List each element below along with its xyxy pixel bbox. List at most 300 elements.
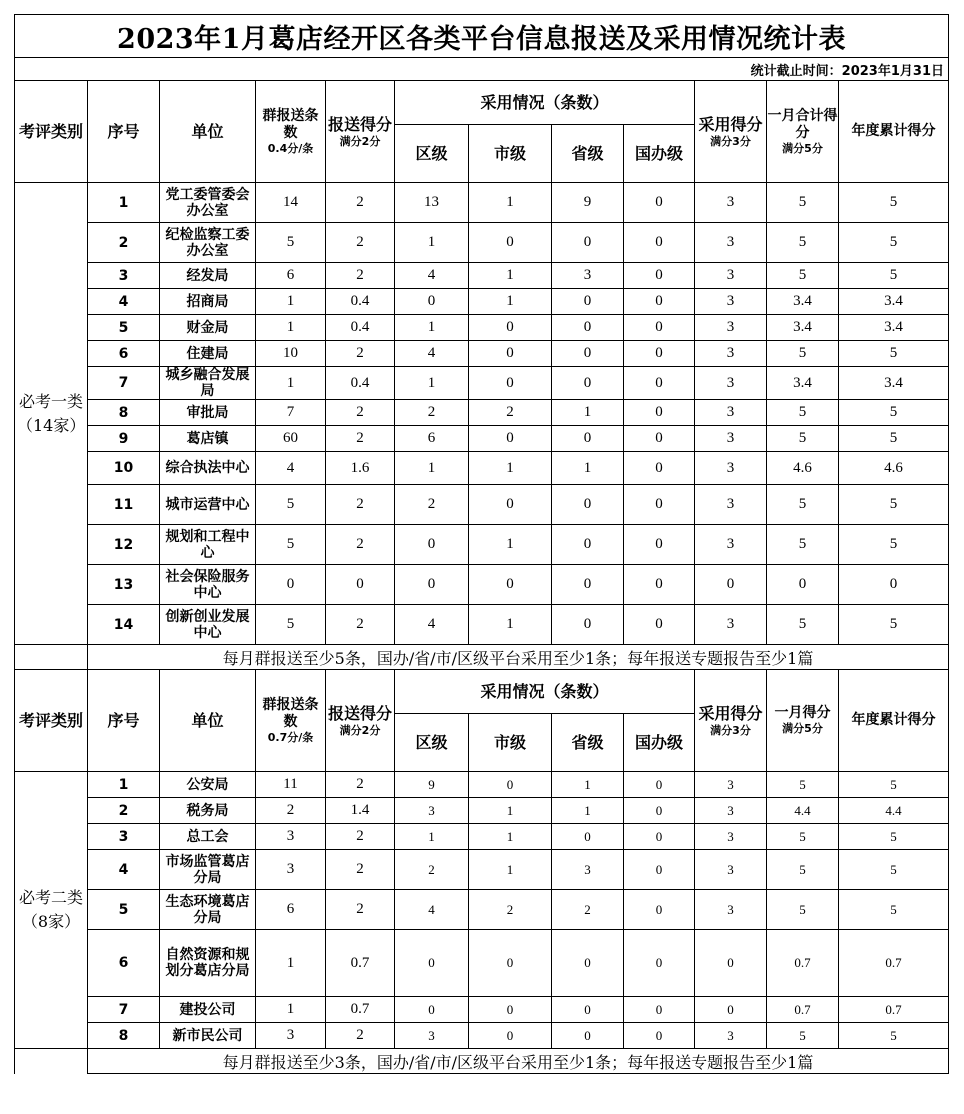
header-submit-count-text: 群报送条数 (262, 696, 319, 730)
submit-count-cell: 5 (256, 605, 326, 645)
month-total-cell: 5 (767, 850, 839, 890)
year-total-cell: 5 (839, 890, 949, 930)
header-province (552, 714, 624, 772)
month-total-cell: 0.7 (767, 997, 839, 1023)
submit-score-cell: 2 (326, 183, 395, 223)
city-cell: 1 (469, 798, 552, 824)
table-row (15, 367, 949, 400)
header-city (469, 125, 552, 183)
state-cell: 0 (624, 400, 695, 426)
submit-count-cell: 2 (256, 798, 326, 824)
submit-score-cell: 2 (326, 263, 395, 289)
month-total-cell: 5 (767, 772, 839, 798)
table-row (15, 824, 949, 850)
header-submit-count (256, 81, 326, 183)
table-row (15, 565, 949, 605)
province-cell: 0 (552, 824, 624, 850)
adopt-score-cell: 3 (695, 223, 767, 263)
requirement-note: 每月群报送至少3条，国办/省/市/区级平台采用至少1条；每年报送专题报告至少1篇 (88, 1049, 949, 1074)
header-adopt-score-subtext: 满分3分 (710, 723, 751, 737)
seq-cell: 6 (88, 930, 160, 997)
adopt-score-cell: 3 (695, 1023, 767, 1049)
unit-cell: 规划和工程中心 (160, 525, 256, 565)
header-year-total-text: 年度累计得分 (851, 712, 936, 728)
header-month-total-text: 一月合计得分 (767, 107, 838, 141)
seq-cell: 14 (88, 605, 160, 645)
seq-cell: 8 (88, 1023, 160, 1049)
province-cell: 0 (552, 1023, 624, 1049)
header-unit-text: 单位 (191, 710, 224, 730)
city-cell: 2 (469, 890, 552, 930)
year-total-cell: 5 (839, 426, 949, 452)
seq-cell: 7 (88, 997, 160, 1023)
district-cell: 13 (395, 183, 469, 223)
month-total-cell: 5 (767, 400, 839, 426)
header-district (395, 714, 469, 772)
unit-cell: 自然资源和规划分葛店分局 (160, 930, 256, 997)
month-total-cell: 5 (767, 485, 839, 525)
category-cell: 必考一类（14家） (15, 183, 88, 645)
district-cell: 2 (395, 400, 469, 426)
table-row (15, 850, 949, 890)
unit-cell: 招商局 (160, 289, 256, 315)
header-submit-score-text: 报送得分 (327, 114, 392, 134)
submit-count-cell: 3 (256, 824, 326, 850)
table-row (15, 263, 949, 289)
seq-cell: 5 (88, 890, 160, 930)
district-cell: 0 (395, 525, 469, 565)
header-adopt-score-text: 采用得分 (698, 114, 763, 134)
submit-score-cell: 2 (326, 850, 395, 890)
header-province (552, 125, 624, 183)
unit-cell: 公安局 (160, 772, 256, 798)
adopt-score-cell: 3 (695, 263, 767, 289)
table-row (15, 426, 949, 452)
table-row (15, 341, 949, 367)
submit-score-cell: 2 (326, 525, 395, 565)
submit-score-cell: 1.6 (326, 452, 395, 485)
district-cell: 4 (395, 605, 469, 645)
submit-count-cell: 60 (256, 426, 326, 452)
month-total-cell: 3.4 (767, 289, 839, 315)
district-cell: 4 (395, 341, 469, 367)
city-cell: 1 (469, 850, 552, 890)
header-adoption (395, 670, 695, 714)
submit-count-cell: 3 (256, 1023, 326, 1049)
adopt-score-cell: 3 (695, 850, 767, 890)
year-total-cell: 3.4 (839, 367, 949, 400)
state-cell: 0 (624, 772, 695, 798)
province-cell: 0 (552, 997, 624, 1023)
header-province-text: 省级 (571, 732, 604, 752)
adopt-score-cell: 3 (695, 525, 767, 565)
header-adopt-score-text: 采用得分 (698, 703, 763, 723)
adopt-score-cell: 3 (695, 485, 767, 525)
province-cell: 2 (552, 890, 624, 930)
year-total-cell: 4.4 (839, 798, 949, 824)
seq-cell: 4 (88, 850, 160, 890)
seq-cell: 12 (88, 525, 160, 565)
header-city (469, 714, 552, 772)
state-cell: 0 (624, 263, 695, 289)
adopt-score-cell: 3 (695, 341, 767, 367)
province-cell: 0 (552, 485, 624, 525)
province-cell: 3 (552, 263, 624, 289)
header-submit-score-subtext: 满分2分 (339, 134, 381, 148)
seq-cell: 11 (88, 485, 160, 525)
table-row (15, 772, 949, 798)
month-total-cell: 4.4 (767, 798, 839, 824)
state-cell: 0 (624, 426, 695, 452)
submit-count-cell: 1 (256, 930, 326, 997)
seq-cell: 5 (88, 315, 160, 341)
table-row (15, 930, 949, 997)
city-cell: 1 (469, 525, 552, 565)
header-category-text: 考评类别 (18, 710, 83, 730)
adopt-score-cell: 3 (695, 183, 767, 223)
unit-cell: 审批局 (160, 400, 256, 426)
state-cell: 0 (624, 890, 695, 930)
header-district-text: 区级 (415, 732, 448, 752)
city-cell: 1 (469, 263, 552, 289)
adopt-score-cell: 3 (695, 452, 767, 485)
province-cell: 0 (552, 605, 624, 645)
adopt-score-cell: 0 (695, 565, 767, 605)
city-cell: 1 (469, 452, 552, 485)
requirement-note: 每月群报送至少5条，国办/省/市/区级平台采用至少1条；每年报送专题报告至少1篇 (88, 645, 949, 670)
header-province-text: 省级 (571, 143, 604, 163)
city-cell: 0 (469, 1023, 552, 1049)
seq-cell: 6 (88, 341, 160, 367)
year-total-cell: 5 (839, 824, 949, 850)
year-total-cell: 3.4 (839, 315, 949, 341)
adopt-score-cell: 3 (695, 367, 767, 400)
table-row (15, 400, 949, 426)
unit-cell: 创新创业发展中心 (160, 605, 256, 645)
unit-cell: 生态环境葛店分局 (160, 890, 256, 930)
city-cell: 1 (469, 183, 552, 223)
district-cell: 1 (395, 367, 469, 400)
submit-count-cell: 5 (256, 223, 326, 263)
table-row (15, 890, 949, 930)
submit-count-cell: 14 (256, 183, 326, 223)
seq-cell: 1 (88, 183, 160, 223)
header-state (624, 125, 695, 183)
adopt-score-cell: 3 (695, 605, 767, 645)
seq-cell: 9 (88, 426, 160, 452)
adopt-score-cell: 0 (695, 930, 767, 997)
table-row (15, 605, 949, 645)
district-cell: 3 (395, 798, 469, 824)
province-cell: 0 (552, 223, 624, 263)
submit-count-cell: 4 (256, 452, 326, 485)
year-total-cell: 5 (839, 183, 949, 223)
month-total-cell: 5 (767, 1023, 839, 1049)
note-spacer (15, 1049, 88, 1074)
header-state (624, 714, 695, 772)
submit-score-cell: 2 (326, 890, 395, 930)
province-cell: 0 (552, 525, 624, 565)
header-month-total-subtext: 满分5分 (782, 722, 823, 735)
state-cell: 0 (624, 997, 695, 1023)
city-cell: 0 (469, 997, 552, 1023)
month-total-cell: 5 (767, 341, 839, 367)
submit-count-cell: 0 (256, 565, 326, 605)
state-cell: 0 (624, 289, 695, 315)
submit-count-cell: 6 (256, 890, 326, 930)
city-cell: 2 (469, 400, 552, 426)
table-row (15, 997, 949, 1023)
header-year-total (839, 81, 949, 183)
header-submit-score-subtext: 满分2分 (339, 723, 381, 737)
district-cell: 0 (395, 565, 469, 605)
submit-score-cell: 2 (326, 772, 395, 798)
unit-cell: 总工会 (160, 824, 256, 850)
header-month-total (767, 670, 839, 772)
district-cell: 1 (395, 452, 469, 485)
district-cell: 6 (395, 426, 469, 452)
page-title: 2023年1月葛店经开区各类平台信息报送及采用情况统计表 (15, 15, 949, 58)
month-total-cell: 5 (767, 525, 839, 565)
submit-score-cell: 0.7 (326, 997, 395, 1023)
header-city-text: 市级 (493, 732, 526, 752)
submit-count-cell: 6 (256, 263, 326, 289)
header-submit-score-text: 报送得分 (327, 703, 392, 723)
province-cell: 0 (552, 315, 624, 341)
city-cell: 0 (469, 565, 552, 605)
unit-cell: 住建局 (160, 341, 256, 367)
year-total-cell: 0.7 (839, 997, 949, 1023)
adopt-score-cell: 3 (695, 315, 767, 341)
note-spacer (15, 645, 88, 670)
state-cell: 0 (624, 824, 695, 850)
table-row (15, 485, 949, 525)
submit-score-cell: 2 (326, 824, 395, 850)
state-cell: 0 (624, 525, 695, 565)
month-total-cell: 0.7 (767, 930, 839, 997)
adopt-score-cell: 0 (695, 997, 767, 1023)
adopt-score-cell: 3 (695, 890, 767, 930)
city-cell: 0 (469, 223, 552, 263)
month-total-cell: 3.4 (767, 315, 839, 341)
year-total-cell: 5 (839, 525, 949, 565)
province-cell: 0 (552, 565, 624, 605)
state-cell: 0 (624, 485, 695, 525)
submit-count-cell: 5 (256, 485, 326, 525)
submit-score-cell: 2 (326, 485, 395, 525)
month-total-cell: 5 (767, 263, 839, 289)
header-state-text: 国办级 (634, 732, 683, 752)
unit-cell: 城市运营中心 (160, 485, 256, 525)
year-total-cell: 5 (839, 772, 949, 798)
month-total-cell: 5 (767, 183, 839, 223)
submit-score-cell: 0 (326, 565, 395, 605)
table-row (15, 525, 949, 565)
unit-cell: 社会保险服务中心 (160, 565, 256, 605)
header-adoption-text: 采用情况（条数） (480, 92, 609, 112)
province-cell: 1 (552, 400, 624, 426)
province-cell: 0 (552, 289, 624, 315)
table-row (15, 1023, 949, 1049)
header-submit-count (256, 670, 326, 772)
city-cell: 0 (469, 772, 552, 798)
submit-count-cell: 1 (256, 315, 326, 341)
city-cell: 1 (469, 605, 552, 645)
state-cell: 0 (624, 183, 695, 223)
year-total-cell: 5 (839, 1023, 949, 1049)
header-submit-count-text: 群报送条数 (262, 107, 319, 141)
submit-score-cell: 2 (326, 605, 395, 645)
seq-cell: 2 (88, 223, 160, 263)
seq-cell: 7 (88, 367, 160, 400)
province-cell: 0 (552, 930, 624, 997)
month-total-cell: 5 (767, 890, 839, 930)
submit-count-cell: 1 (256, 997, 326, 1023)
city-cell: 0 (469, 341, 552, 367)
district-cell: 2 (395, 850, 469, 890)
header-adopt-score (695, 81, 767, 183)
category-cell: 必考二类（8家） (15, 772, 88, 1049)
unit-cell: 税务局 (160, 798, 256, 824)
year-total-cell: 5 (839, 485, 949, 525)
state-cell: 0 (624, 1023, 695, 1049)
district-cell: 4 (395, 263, 469, 289)
adopt-score-cell: 3 (695, 426, 767, 452)
year-total-cell: 5 (839, 400, 949, 426)
header-seq-text: 序号 (107, 710, 140, 730)
province-cell: 1 (552, 452, 624, 485)
header-adoption (395, 81, 695, 125)
state-cell: 0 (624, 605, 695, 645)
submit-score-cell: 0.7 (326, 930, 395, 997)
unit-cell: 综合执法中心 (160, 452, 256, 485)
header-month-total-subtext: 满分5分 (782, 141, 823, 155)
city-cell: 0 (469, 930, 552, 997)
month-total-cell: 3.4 (767, 367, 839, 400)
submit-score-cell: 0.4 (326, 289, 395, 315)
header-seq-text: 序号 (107, 121, 140, 141)
district-cell: 4 (395, 890, 469, 930)
province-cell: 1 (552, 772, 624, 798)
unit-cell: 财金局 (160, 315, 256, 341)
header-submit-score (326, 81, 395, 183)
year-total-cell: 5 (839, 263, 949, 289)
year-total-cell: 5 (839, 341, 949, 367)
header-district-text: 区级 (415, 143, 448, 163)
year-total-cell: 0 (839, 565, 949, 605)
city-cell: 1 (469, 824, 552, 850)
district-cell: 0 (395, 930, 469, 997)
year-total-cell: 0.7 (839, 930, 949, 997)
header-state-text: 国办级 (634, 143, 683, 163)
header-submit-count-subtext: 0.4分/条 (267, 141, 314, 155)
header-adopt-score (695, 670, 767, 772)
submit-score-cell: 0.4 (326, 315, 395, 341)
adopt-score-cell: 3 (695, 824, 767, 850)
header-seq (88, 670, 160, 772)
month-total-cell: 5 (767, 223, 839, 263)
district-cell: 3 (395, 1023, 469, 1049)
submit-score-cell: 1.4 (326, 798, 395, 824)
header-unit-text: 单位 (191, 121, 224, 141)
state-cell: 0 (624, 798, 695, 824)
province-cell: 1 (552, 798, 624, 824)
submit-count-cell: 11 (256, 772, 326, 798)
header-category (15, 81, 88, 183)
unit-cell: 建投公司 (160, 997, 256, 1023)
city-cell: 1 (469, 289, 552, 315)
header-category (15, 670, 88, 772)
seq-cell: 3 (88, 824, 160, 850)
submit-score-cell: 2 (326, 400, 395, 426)
header-seq (88, 81, 160, 183)
year-total-cell: 5 (839, 605, 949, 645)
district-cell: 0 (395, 289, 469, 315)
cutoff-date: 统计截止时间：2023年1月31日 (15, 58, 949, 81)
month-total-cell: 5 (767, 824, 839, 850)
table-row (15, 183, 949, 223)
state-cell: 0 (624, 850, 695, 890)
city-cell: 0 (469, 367, 552, 400)
submit-score-cell: 0.4 (326, 367, 395, 400)
unit-cell: 经发局 (160, 263, 256, 289)
seq-cell: 3 (88, 263, 160, 289)
district-cell: 1 (395, 223, 469, 263)
header-month-total (767, 81, 839, 183)
submit-score-cell: 2 (326, 1023, 395, 1049)
province-cell: 3 (552, 850, 624, 890)
submit-score-cell: 2 (326, 426, 395, 452)
province-cell: 0 (552, 341, 624, 367)
state-cell: 0 (624, 341, 695, 367)
year-total-cell: 5 (839, 850, 949, 890)
table-row (15, 223, 949, 263)
header-adopt-score-subtext: 满分3分 (710, 134, 751, 148)
table-row (15, 289, 949, 315)
year-total-cell: 3.4 (839, 289, 949, 315)
city-cell: 0 (469, 426, 552, 452)
month-total-cell: 0 (767, 565, 839, 605)
header-adoption-text: 采用情况（条数） (480, 681, 609, 701)
district-cell: 0 (395, 997, 469, 1023)
year-total-cell: 5 (839, 223, 949, 263)
seq-cell: 1 (88, 772, 160, 798)
submit-score-cell: 2 (326, 223, 395, 263)
header-submit-score (326, 670, 395, 772)
table-row (15, 452, 949, 485)
header-city-text: 市级 (493, 143, 526, 163)
adopt-score-cell: 3 (695, 289, 767, 315)
unit-cell: 党工委管委会办公室 (160, 183, 256, 223)
table-row (15, 798, 949, 824)
header-month-total-text: 一月得分 (774, 705, 831, 721)
unit-cell: 葛店镇 (160, 426, 256, 452)
submit-score-cell: 2 (326, 341, 395, 367)
month-total-cell: 5 (767, 605, 839, 645)
district-cell: 2 (395, 485, 469, 525)
submit-count-cell: 5 (256, 525, 326, 565)
city-cell: 0 (469, 485, 552, 525)
submit-count-cell: 3 (256, 850, 326, 890)
header-year-total-text: 年度累计得分 (851, 123, 936, 139)
state-cell: 0 (624, 930, 695, 997)
unit-cell: 新市民公司 (160, 1023, 256, 1049)
unit-cell: 纪检监察工委办公室 (160, 223, 256, 263)
province-cell: 0 (552, 426, 624, 452)
district-cell: 1 (395, 315, 469, 341)
state-cell: 0 (624, 223, 695, 263)
year-total-cell: 4.6 (839, 452, 949, 485)
